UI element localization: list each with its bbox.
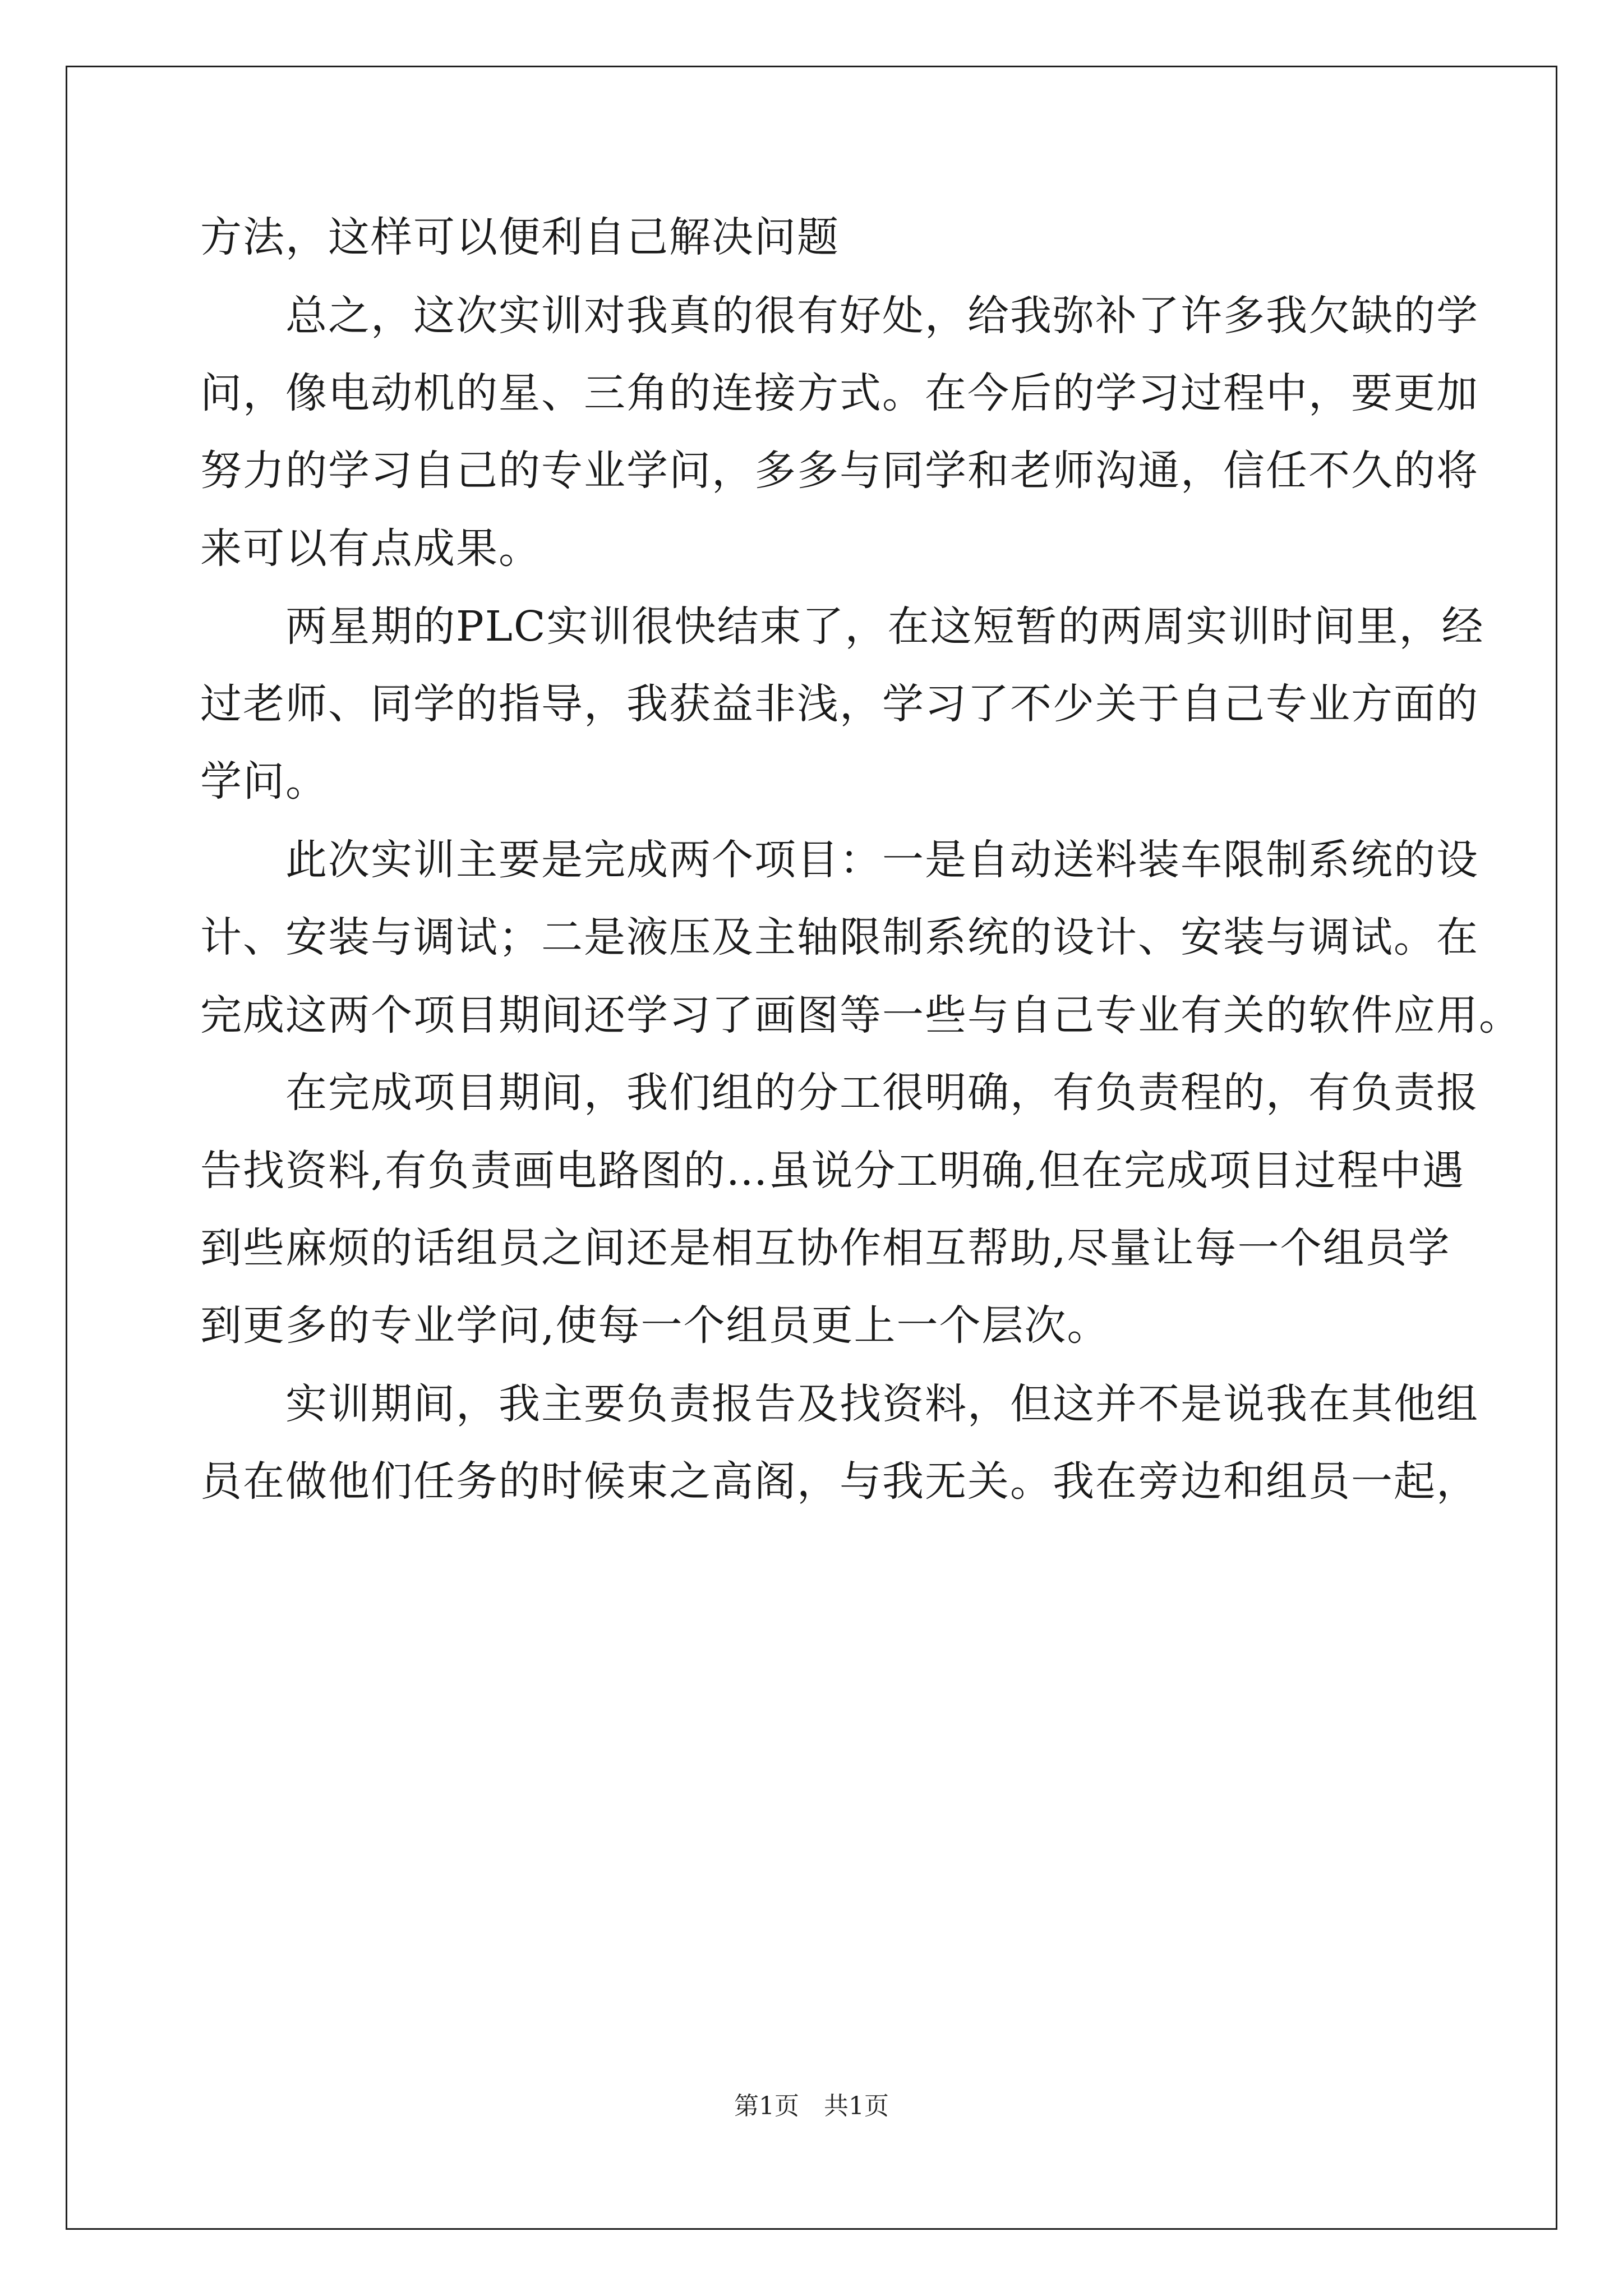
text-line: 计、安装与调试；二是液压及主轴限制系统的设计、安装与调试。在 bbox=[200, 913, 1479, 961]
text-line: 完成这两个项目期间还学习了画图等一些与自己专业有关的软件应用。 bbox=[200, 991, 1521, 1039]
text-line: 两星期的PLC实训很快结束了，在这短暂的两周实训时间里，经 bbox=[200, 602, 1484, 651]
page-number: 第1页 共1页 bbox=[734, 2092, 889, 2120]
text-line: 总之，这次实训对我真的很有好处，给我弥补了许多我欠缺的学 bbox=[200, 292, 1479, 340]
text-line: 过老师、同学的指导，我获益非浅，学习了不少关于自己专业方面的 bbox=[200, 680, 1479, 728]
text-line: 告找资料,有负责画电路图的…虽说分工明确,但在完成项目过程中遇 bbox=[200, 1147, 1465, 1195]
text-line: 员在做他们任务的时候束之高阁，与我无关。我在旁边和组员一起， bbox=[200, 1457, 1479, 1506]
text-line: 方法，这样可以便利自己解决问题 bbox=[200, 213, 840, 261]
text-line: 来可以有点成果。 bbox=[200, 524, 541, 573]
text-line: 实训期间，我主要负责报告及找资料，但这并不是说我在其他组 bbox=[200, 1380, 1479, 1428]
text-line: 努力的学习自己的专业学问，多多与同学和老师沟通，信任不久的将 bbox=[200, 447, 1479, 495]
text-line: 此次实训主要是完成两个项目：一是自动送料装车限制系统的设 bbox=[200, 836, 1479, 884]
text-line: 问，像电动机的星、三角的连接方式。在今后的学习过程中，要更加 bbox=[200, 369, 1479, 417]
text-line: 到更多的专业学问,使每一个组员更上一个层次。 bbox=[200, 1301, 1110, 1350]
text-line: 到些麻烦的话组员之间还是相互协作相互帮助,尽量让每一个组员学 bbox=[200, 1224, 1451, 1272]
text-line: 在完成项目期间，我们组的分工很明确，有负责程的，有负责报 bbox=[200, 1069, 1479, 1117]
text-line: 学问。 bbox=[200, 757, 328, 806]
